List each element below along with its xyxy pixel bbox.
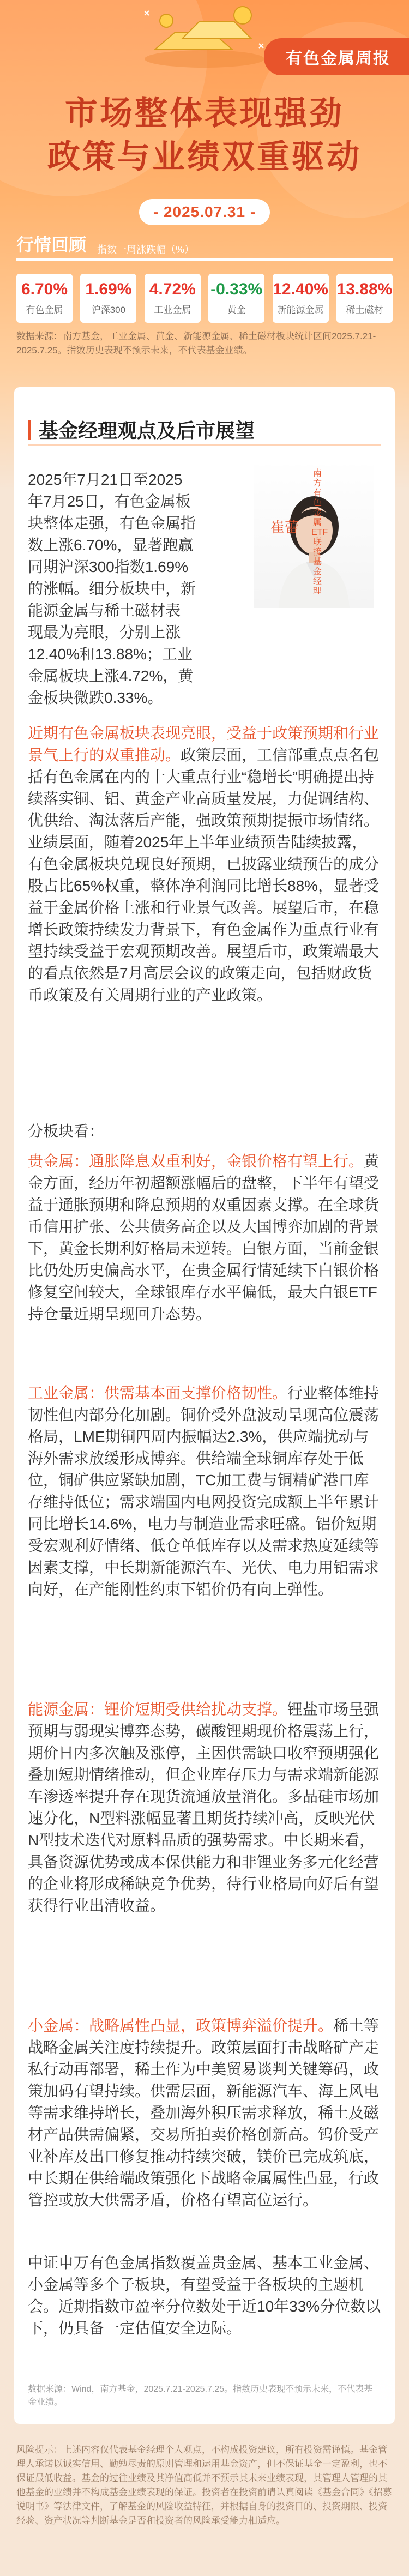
- market-review: [16, 234, 393, 358]
- index-card: [16, 274, 73, 323]
- index-change-value: -0.33%: [210, 280, 263, 298]
- divider: [16, 258, 393, 261]
- divider: [28, 444, 381, 446]
- intro-line: 金板块微跌0.33%。: [28, 689, 163, 706]
- index-change-value: 12.40%: [273, 280, 328, 298]
- intro-line: 年7月25日，有色金属板: [28, 493, 191, 510]
- paragraph-lead: 近期有色金属板块表现亮眼，受益于政策预期和行业景气上行的双重推动。: [28, 725, 380, 763]
- page-title-line1: 市场整体表现强劲: [65, 94, 344, 133]
- intro-line: 现最为亮眼，分别上涨: [28, 624, 181, 641]
- report-date: - 2025.07.31 -: [139, 199, 270, 225]
- paragraph-lead: 贵金属：通胀降息双重利好，金银价格有望上行。: [28, 1153, 364, 1170]
- section-title: 基金经理观点及后市展望: [39, 419, 255, 442]
- index-change-value: 6.70%: [21, 280, 68, 298]
- paragraph-body: 行业整体维持韧性但内部分化加剧。铜价受外盘波动呈现高位震荡格局，LME期铜四周内振幅达2.3%，供应端扰动与海外需求放缓形成博弈。供给端全球铜库存处于低位，铜矿供应紧缺加剧，TC加工费与铜精矿港口库存维持低位；需求端国内电网投资完成额上半年累计同比增长14.6%，电力与制造业需求旺盛。铝价短期受宏观利好情绪、低仓单低库存以及需求热度延续等因素支撑，中长期新能源汽车、光伏、电力用铝需求向好，在产能刚性约束下铝价仍有向上弹性。: [28, 1385, 380, 1598]
- index-card: [80, 274, 136, 323]
- policy-outlook-paragraph: [28, 723, 381, 1006]
- intro-line: 同期沪深300指数1.69%: [28, 558, 189, 575]
- intro-line: 金属板块上涨4.72%，黄: [28, 667, 194, 684]
- manager-name: 崔蕾: [270, 519, 299, 535]
- section-accent-bar: [28, 420, 31, 440]
- weekly-report-badge: 有色金属周报: [264, 38, 409, 75]
- page-title-line2: 政策与业绩双重驱动: [47, 138, 362, 176]
- market-review-title: 行情回顾: [16, 235, 87, 255]
- paragraph-lead: 工业金属：供需基本面支撑价格韧性。: [28, 1385, 288, 1401]
- index-change-value: 4.72%: [149, 280, 196, 298]
- minor-metals-paragraph: [28, 2015, 381, 2211]
- paragraph-lead: 能源金属：锂价短期受供给扰动支撑。: [28, 1701, 288, 1718]
- intro-line: 的涨幅。细分板块中，新: [28, 580, 196, 597]
- paragraph-lead: 小金属：战略属性凸显，政策博弈溢价提升。: [28, 2017, 334, 2034]
- manager-role: 南方有色金属ETF联接基金经理: [311, 469, 328, 596]
- index-change-value: 13.88%: [336, 280, 393, 298]
- sector-intro: 分板块看：: [28, 1123, 105, 1140]
- section-header: [28, 416, 255, 443]
- index-summary-paragraph: 中证申万有色金属指数覆盖贵金属、基本工业金属、小金属等多个子板块，有望受益于各板块的主题机会。近期指数市盈率分位数处于近10年33%分位数以下，仍具备一定估值安全边际。: [28, 2254, 381, 2337]
- precious-metals-paragraph: [28, 1151, 381, 1325]
- index-name: 黄金: [227, 305, 246, 315]
- industrial-metals-paragraph: [28, 1382, 381, 1600]
- intro-line: 能源金属与稀土磁材表: [28, 602, 181, 619]
- index-name: 沪深300: [91, 305, 126, 315]
- intro-line: 12.40%和13.88%；工业: [28, 646, 193, 663]
- paragraph-body: 锂盐市场呈强预期与弱现实博弈态势，碳酸锂期现价格震荡上行，期价日内多次触及涨停，主因供需缺口收窄预期强化叠加短期情绪推动，但企业库存压力与需求端新能源车渗透率提升存在现货流通放量消化。多晶硅市场加速分化，N型料涨幅显著且期货持续冲高，反映光伏N型技术迭代对原料品质的强势需求。中长期来看，具备资源优势或成本保供能力和非锂业务多元化经营的企业将形成稀缺竞争优势，待行业格局向好后有望获得行业出清收益。: [28, 1701, 380, 1914]
- index-name: 有色金属: [26, 305, 63, 315]
- paragraph-body: 稀土等战略金属关注度持续提升。政策层面打击战略矿产走私行动再部署，稀土作为中美贸易谈判关键筹码，政策加码有望持续。供需层面，新能源汽车、海上风电等需求维持增长，叠加海外积压需求释放，稀土及磁材产品供需偏紧，交易所拍卖价格创新高。钨价受产业补库及出口修复推动持续突破，镁价已完成筑底，中长期在供给端政策强化下战略金属属性凸显，行政管控或放大供需矛盾，价格有望高位运行。: [28, 2017, 380, 2208]
- index-card: [336, 274, 393, 323]
- index-card: [208, 274, 264, 323]
- index-card: [273, 274, 329, 323]
- index-cards: [16, 274, 393, 323]
- energy-metals-paragraph: [28, 1699, 381, 1917]
- intro-line: 2025年7月21日至2025: [28, 471, 183, 488]
- content-data-source-note: 数据来源：Wind，南方基金，2025.7.21-2025.7.25。指数历史表现不预示未来，不代表基金业绩。: [28, 2385, 373, 2407]
- paragraph-body: 政策层面，工信部重点点名包括有色金属在内的十大重点行业“稳增长”明确提出持续落实铜、铝、黄金产业高质量发展，力促调结构、优供给、淘汰落后产能，强政策预期提振市场情绪。业绩层面，随着2025年上半年业绩预告陆续披露，有色金属板块兑现良好预期，已披露业绩预告的成分股占比65%权重，整体净利润同比增长88%，显著受益于金属价格上涨和行业景气改善。展望后市，在稳增长政策持续发力背景下，有色金属作为重点行业有望持续受益于宏观预期改善。展望后市，政策端最大的看点依然是7月高层会议的政策走向，包括财政货币政策及有关周期行业的产业政策。: [28, 747, 380, 1003]
- market-review-subtitle: 指数一周涨跌幅（%）: [97, 244, 195, 255]
- index-name: 稀土磁材: [346, 305, 383, 315]
- index-name: 新能源金属: [277, 305, 324, 315]
- gold-bars-illustration: [134, 0, 275, 71]
- intro-line: 数上涨6.70%，显著跑赢: [28, 537, 194, 553]
- paragraph-body: 黄金方面，经历年初超额涨幅后的盘整，下半年有望受益于通胀预期和降息预期的双重因素支撑。在全球货币信用扩张、公共债务高企以及大国博弈加剧的背景下，黄金长期利好格局未逆转。白银方面，当前金银比仍处历史偏高水平，在贵金属行情延续下白银价格修复空间较大，全球银库存水平偏低，最大白银ETF持仓量近期呈现回升态势。: [28, 1153, 380, 1322]
- risk-disclaimer: 风险提示：上述内容仅代表基金经理个人观点，不构成投资建议，所有投资需谨慎。基金管理人承诺以诚实信用、勤勉尽责的原则管理和运用基金资产，但不保证基金一定盈利，也不保证最低收益。基金的过往业绩及其净值高低并不预示其未来业绩表现，其管理人管理的其他基金的业绩并不构成基金业绩表现的保证。投资者在投资前请认真阅读《基金合同》《招募说明书》等法律文件，了解基金的风险收益特征，并根据自身的投资目的、投资期限、投资经验、资产状况等判断基金是否和投资者的风险承受能力相适应。: [16, 2445, 392, 2526]
- main-content-card: [14, 387, 395, 2424]
- index-card: [145, 274, 201, 323]
- index-change-value: 1.69%: [85, 280, 132, 298]
- intro-paragraph: [28, 469, 249, 709]
- market-review-header: [16, 234, 393, 256]
- index-name: 工业金属: [154, 305, 191, 315]
- market-data-source-note: 数据来源：南方基金，工业金属、黄金、新能源金属、稀土磁材板块统计区间2025.7.21-2025.7.25。指数历史表现不预示未来，不代表基金业绩。: [16, 331, 376, 356]
- intro-line: 块整体走强，有色金属指: [28, 515, 196, 532]
